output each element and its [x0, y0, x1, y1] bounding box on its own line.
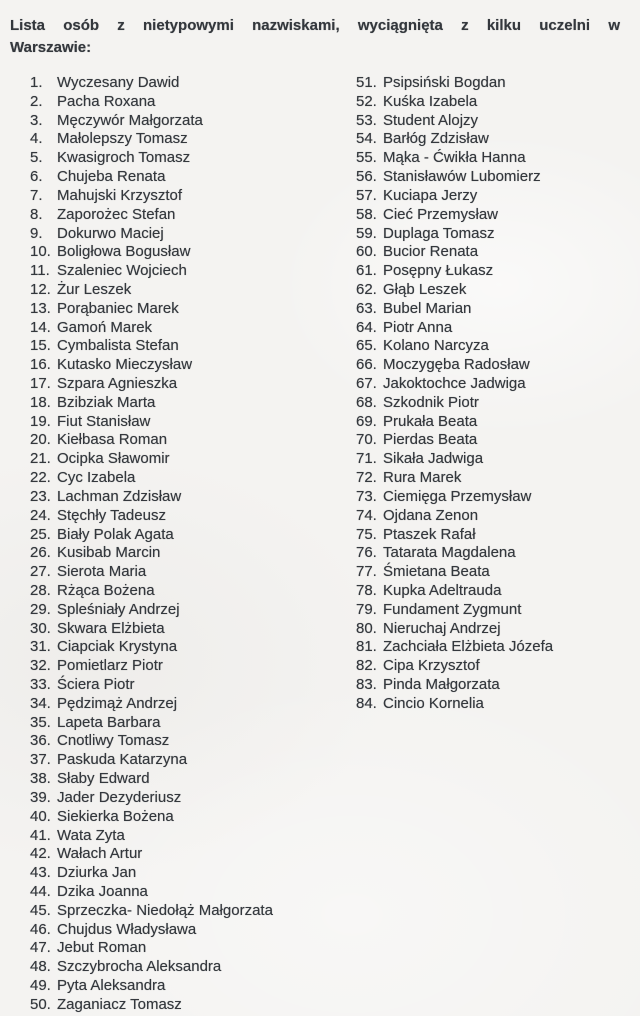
list-item-name: Barłóg Zdzisław [383, 130, 489, 148]
list-item [30, 281, 330, 300]
list-item [356, 149, 636, 168]
list-item-number: 59. [356, 224, 377, 242]
list-item [30, 300, 330, 319]
list-item-number: 4. [30, 130, 43, 148]
list-item [30, 93, 330, 112]
list-item-number: 49. [30, 977, 51, 994]
list-item [356, 695, 636, 714]
list-item [30, 770, 330, 789]
title-word: uczelni [539, 17, 591, 34]
list-item [356, 93, 636, 112]
list-item-number: 55. [356, 149, 377, 167]
list-item [356, 488, 636, 507]
list-item-name: Mahujski Krzysztof [57, 186, 183, 204]
list-item [356, 450, 636, 469]
list-item [30, 262, 330, 281]
list-item-name: Zaganiacz Tomasz [57, 995, 182, 1013]
list-item-number: 10. [30, 243, 51, 261]
list-item [356, 620, 636, 639]
list-item-number: 74. [356, 506, 377, 524]
list-item-number: 33. [30, 676, 51, 693]
title-word: kilku [486, 17, 522, 34]
list-item-number: 57. [356, 186, 377, 204]
list-item-number: 72. [356, 469, 377, 487]
list-item [356, 74, 636, 93]
list-item [30, 544, 330, 563]
list-item-name: Jebut Roman [57, 939, 147, 957]
list-item-name: Bzibziak Marta [57, 393, 156, 411]
list-item [356, 394, 636, 413]
list-item-name: Szkodnik Piotr [383, 393, 479, 411]
title-word: nazwiskami, [252, 17, 340, 34]
list-item-number: 83. [356, 676, 377, 693]
list-item [356, 601, 636, 620]
list-item [30, 996, 330, 1015]
list-item-name: Kwasigroch Tomasz [57, 149, 191, 167]
list-item-number: 36. [30, 732, 51, 750]
list-item-name: Duplaga Tomasz [383, 224, 495, 242]
list-item-name: Gamoń Marek [57, 318, 153, 336]
list-item-name: Śmietana Beata [383, 563, 490, 581]
list-item [30, 507, 330, 526]
list-item [30, 394, 330, 413]
list-item-number: 35. [30, 713, 51, 731]
list-item-number: 32. [30, 657, 51, 675]
list-item-name: Małolepszy Tomasz [57, 130, 188, 148]
list-item-number: 31. [30, 638, 51, 656]
list-item-number: 60. [356, 243, 377, 261]
list-item-name: Mąka - Ćwikła Hanna [383, 149, 526, 167]
list-item-name: Głąb Leszek [383, 280, 467, 298]
list-item-name: Cnotliwy Tomasz [57, 732, 170, 750]
list-item-name: Zaporożec Stefan [57, 205, 176, 223]
list-item-name: Wata Zyta [57, 826, 125, 844]
list-item-number: 56. [356, 168, 377, 186]
list-item-name: Cyc Izabela [57, 469, 136, 487]
list-item-number: 23. [30, 487, 51, 505]
list-item [30, 130, 330, 149]
list-item [356, 638, 636, 657]
list-item [356, 262, 636, 281]
list-item-number: 38. [30, 770, 51, 788]
list-item-number: 47. [30, 939, 51, 957]
list-item-name: Bucior Renata [383, 243, 479, 261]
list-item-name: Porąbaniec Marek [57, 299, 179, 317]
list-item [30, 206, 330, 225]
list-item [30, 827, 330, 846]
list-item-number: 16. [30, 356, 51, 374]
list-item-name: Student Alojzy [383, 111, 479, 129]
list-item-name: Sprzeczka- Niedołąż Małgorzata [57, 901, 273, 919]
list-item-name: Dziurka Jan [57, 864, 137, 882]
list-item [30, 469, 330, 488]
list-item [30, 431, 330, 450]
list-item-number: 39. [30, 788, 51, 806]
list-item-name: Bubel Marian [383, 299, 472, 317]
list-item-name: Jakoktochce Jadwiga [383, 375, 526, 392]
list-item [30, 74, 330, 93]
list-item-number: 68. [356, 393, 377, 411]
list-item-number: 76. [356, 544, 377, 562]
list-item [356, 130, 636, 149]
list-item-number: 29. [30, 600, 51, 618]
list-item-number: 21. [30, 450, 51, 468]
list-item [30, 168, 330, 187]
list-item-name: Fundament Zygmunt [383, 600, 522, 618]
list-item [356, 168, 636, 187]
list-item-number: 51. [356, 74, 377, 91]
list-item [30, 413, 330, 432]
list-item [30, 676, 330, 695]
list-item-name: Wyczesany Dawid [57, 74, 180, 91]
list-item-name: Paskuda Katarzyna [57, 751, 188, 769]
list-item [30, 902, 330, 921]
list-item [30, 225, 330, 244]
list-item [356, 319, 636, 338]
list-item-number: 13. [30, 299, 51, 317]
list-item-number: 7. [30, 186, 43, 204]
list-item [30, 695, 330, 714]
list-item-number: 37. [30, 751, 51, 769]
list-item-number: 40. [30, 807, 51, 825]
list-item-name: Piotr Anna [383, 318, 453, 336]
list-item [356, 507, 636, 526]
list-item [356, 243, 636, 262]
list-item-name: Wałach Artur [57, 845, 143, 863]
list-item [356, 112, 636, 131]
list-item-name: Jader Dezyderiusz [57, 788, 182, 806]
document-title-line-2: Warszawie: [10, 39, 92, 56]
list-item-number: 63. [356, 299, 377, 317]
list-item-name: Nieruchaj Andrzej [383, 619, 501, 637]
list-item-name: Ocipka Sławomir [57, 450, 170, 468]
list-item-name: Żur Leszek [57, 280, 132, 298]
list-item [30, 112, 330, 131]
list-item-name: Szpara Agnieszka [57, 375, 178, 392]
list-item-name: Szaleniec Wojciech [57, 262, 187, 280]
list-item [356, 375, 636, 394]
list-item [356, 544, 636, 563]
title-word: w [608, 17, 620, 34]
title-word: Lista [10, 17, 46, 34]
list-item-name: Pomietlarz Piotr [57, 657, 163, 675]
list-item-name: Lapeta Barbara [57, 713, 161, 731]
name-list-left-column [30, 74, 330, 1015]
list-item-name: Kuciapa Jerzy [383, 186, 478, 204]
list-item-name: Cipa Krzysztof [383, 657, 480, 675]
list-item-number: 65. [356, 337, 377, 355]
list-item [356, 187, 636, 206]
list-item-number: 77. [356, 563, 377, 581]
list-item [356, 281, 636, 300]
document-title [10, 15, 620, 59]
list-item-number: 61. [356, 262, 377, 280]
list-item-number: 11. [30, 262, 50, 280]
list-item-name: Skwara Elżbieta [57, 619, 165, 637]
list-item [30, 732, 330, 751]
list-item-number: 53. [356, 111, 377, 129]
list-item-name: Boligłowa Bogusław [57, 243, 191, 261]
list-item-number: 22. [30, 469, 51, 487]
list-item-number: 62. [356, 280, 377, 298]
list-item [30, 526, 330, 545]
list-item-number: 66. [356, 356, 377, 374]
list-item-number: 64. [356, 318, 377, 336]
list-item [356, 431, 636, 450]
list-item-number: 48. [30, 958, 51, 976]
list-item-name: Ptaszek Rafał [383, 525, 476, 543]
list-item-number: 19. [30, 412, 51, 430]
list-item-name: Cincio Kornelia [383, 694, 484, 712]
list-item-name: Kuśka Izabela [383, 92, 478, 110]
list-item [30, 751, 330, 770]
list-item-name: Stęchły Tadeusz [57, 506, 166, 524]
list-item-number: 26. [30, 544, 51, 562]
list-item-number: 20. [30, 431, 51, 449]
list-item-number: 34. [30, 694, 51, 712]
list-item-number: 8. [30, 205, 43, 223]
list-item [30, 563, 330, 582]
list-item-number: 30. [30, 619, 51, 637]
list-item-name: Ciapciak Krystyna [57, 638, 178, 656]
list-item [356, 337, 636, 356]
list-item [30, 845, 330, 864]
list-item-number: 70. [356, 431, 377, 449]
list-item-name: Siekierka Bożena [57, 807, 174, 825]
list-item-name: Kolano Narcyza [383, 337, 489, 355]
list-item [356, 657, 636, 676]
list-item-number: 18. [30, 393, 51, 411]
list-item [30, 243, 330, 262]
list-item [30, 958, 330, 977]
list-item-name: Cymbalista Stefan [57, 337, 179, 355]
list-item-name: Słaby Edward [57, 770, 150, 788]
list-item-number: 41. [30, 826, 51, 844]
list-item-name: Lachman Zdzisław [57, 487, 182, 505]
list-item [30, 883, 330, 902]
list-item-number: 5. [30, 149, 43, 167]
list-item-number: 71. [356, 450, 377, 468]
list-item [356, 526, 636, 545]
list-item [30, 714, 330, 733]
list-item-name: Pinda Małgorzata [383, 676, 500, 693]
list-item [30, 808, 330, 827]
list-item-number: 78. [356, 581, 377, 599]
list-item-name: Rżąca Bożena [57, 581, 155, 599]
list-item-number: 3. [30, 111, 43, 129]
list-item-name: Sikała Jadwiga [383, 450, 484, 468]
list-item-name: Posępny Łukasz [383, 262, 494, 280]
list-item-number: 12. [30, 280, 51, 298]
list-item [356, 356, 636, 375]
list-item-name: Tatarata Magdalena [383, 544, 516, 562]
list-item [30, 939, 330, 958]
list-item-name: Ściera Piotr [57, 676, 135, 693]
list-item-name: Kusibab Marcin [57, 544, 161, 562]
list-item [30, 450, 330, 469]
list-item-number: 27. [30, 563, 51, 581]
list-item [30, 356, 330, 375]
list-item [30, 620, 330, 639]
list-item [356, 225, 636, 244]
list-item-name: Pędzimąż Andrzej [57, 694, 178, 712]
title-word: nietypowymi [143, 17, 234, 34]
list-item-name: Chujdus Władysława [57, 920, 197, 938]
list-item-number: 69. [356, 412, 377, 430]
list-item [356, 676, 636, 695]
list-item [30, 319, 330, 338]
list-item-name: Kutasko Mieczysław [57, 356, 193, 374]
list-item-number: 14. [30, 318, 51, 336]
list-item-name: Chujeba Renata [57, 168, 166, 186]
title-word: osób [63, 17, 100, 34]
list-item-name: Dzika Joanna [57, 882, 148, 900]
list-item [30, 789, 330, 808]
list-item-number: 28. [30, 581, 51, 599]
list-item [30, 337, 330, 356]
list-item-number: 17. [30, 375, 51, 392]
list-item [30, 375, 330, 394]
list-item-number: 84. [356, 694, 377, 712]
list-item [30, 921, 330, 940]
list-item-number: 82. [356, 657, 377, 675]
list-item [356, 300, 636, 319]
list-item-name: Pierdas Beata [383, 431, 478, 449]
list-item-name: Kiełbasa Roman [57, 431, 168, 449]
list-item-name: Ciemięga Przemysław [383, 487, 532, 505]
list-item-name: Męczywór Małgorzata [57, 111, 203, 129]
list-item [30, 638, 330, 657]
list-item-number: 25. [30, 525, 51, 543]
list-item-name: Spleśniały Andrzej [57, 600, 180, 618]
list-item-number: 44. [30, 882, 51, 900]
list-item [30, 488, 330, 507]
list-item-name: Cieć Przemysław [383, 205, 499, 223]
list-item-number: 81. [356, 638, 377, 656]
list-item-number: 75. [356, 525, 377, 543]
list-item-number: 15. [30, 337, 51, 355]
list-item-number: 80. [356, 619, 377, 637]
list-item-number: 46. [30, 920, 51, 938]
list-item-number: 58. [356, 205, 377, 223]
list-item-number: 43. [30, 864, 51, 882]
list-item-name: Sierota Maria [57, 563, 147, 581]
title-word: z [461, 17, 469, 34]
list-item-number: 6. [30, 168, 43, 186]
list-item [30, 657, 330, 676]
list-item-name: Psipsiński Bogdan [383, 74, 506, 91]
title-word: wyciągnięta [357, 17, 443, 34]
list-item-number: 54. [356, 130, 377, 148]
list-item [30, 582, 330, 601]
list-item-number: 50. [30, 995, 51, 1013]
list-item-number: 24. [30, 506, 51, 524]
list-item [356, 469, 636, 488]
list-item [356, 563, 636, 582]
list-item [356, 413, 636, 432]
list-item-number: 45. [30, 901, 51, 919]
name-list-right-column [356, 74, 636, 714]
list-item [30, 601, 330, 620]
list-item-name: Zachciała Elżbieta Józefa [383, 638, 554, 656]
list-item-name: Fiut Stanisław [57, 412, 151, 430]
list-item-name: Szczybrocha Aleksandra [57, 958, 222, 976]
list-item [30, 864, 330, 883]
list-item-number: 1. [30, 74, 43, 91]
list-item-name: Pacha Roxana [57, 92, 156, 110]
list-item-name: Kupka Adeltrauda [383, 581, 502, 599]
list-item [30, 977, 330, 996]
title-word: z [117, 17, 125, 34]
list-item-number: 9. [30, 224, 43, 242]
list-item [30, 187, 330, 206]
list-item [30, 149, 330, 168]
list-item-name: Moczygęba Radosław [383, 356, 530, 374]
list-item-number: 42. [30, 845, 51, 863]
list-item-number: 79. [356, 600, 377, 618]
list-item-name: Pyta Aleksandra [57, 977, 166, 994]
list-item-number: 67. [356, 375, 377, 392]
list-item-name: Rura Marek [383, 469, 462, 487]
list-item [356, 582, 636, 601]
list-item-number: 73. [356, 487, 377, 505]
document-title-line-1 [10, 15, 620, 37]
list-item-name: Prukała Beata [383, 412, 478, 430]
list-item-name: Stanisławów Lubomierz [383, 168, 541, 186]
list-item [356, 206, 636, 225]
list-item-number: 52. [356, 92, 377, 110]
list-item-number: 2. [30, 92, 43, 110]
list-item-name: Biały Polak Agata [57, 525, 174, 543]
list-item-name: Dokurwo Maciej [57, 224, 164, 242]
list-item-name: Ojdana Zenon [383, 506, 479, 524]
